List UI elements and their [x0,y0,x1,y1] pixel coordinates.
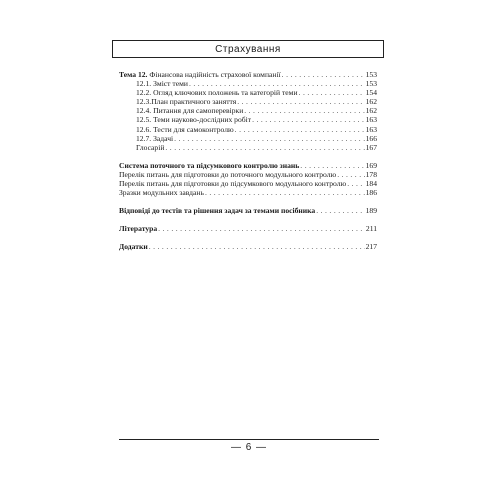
toc-entry-label: Перелік питань для підготовки до поточного модульного контролю [119,169,337,179]
dot-leader [165,143,364,152]
dot-leader [347,179,364,188]
running-header [112,40,384,58]
table-of-contents [119,70,377,252]
toc-entry[interactable] [119,106,377,115]
toc-entry[interactable] [119,188,377,197]
toc-entry[interactable] [119,134,377,143]
toc-page-number: 162 [365,97,377,107]
toc-entry[interactable] [119,143,377,152]
toc-entry-label: Зразки модульних завдань [119,188,204,198]
toc-section-title: Література [119,224,158,234]
toc-entry[interactable] [119,179,377,188]
dot-leader [316,206,364,215]
dot-leader [244,106,364,115]
dot-leader [282,70,365,79]
page-number: — 6 — [230,442,268,453]
toc-entry-label: 12.1. Зміст теми [136,79,188,89]
toc-entry-label: 12.6. Тести для самоконтролю [136,124,234,134]
toc-entry[interactable] [119,115,377,124]
toc-entry-control-system[interactable] [119,161,377,170]
dot-leader [252,115,365,124]
toc-page-number: 163 [365,124,377,134]
toc-entry-label: 12.4. Питання для самоперевірки [136,106,244,116]
toc-entry[interactable] [119,125,377,134]
toc-page-number: 153 [365,70,377,79]
dot-leader [205,188,365,197]
toc-entry-appendix[interactable] [119,242,377,251]
dot-leader [158,224,365,233]
toc-entry[interactable] [119,97,377,106]
toc-page-number: 153 [365,79,377,89]
toc-page-number: 189 [365,206,377,216]
toc-entry-literature[interactable] [119,224,377,233]
toc-entry-topic-12[interactable] [119,70,377,79]
toc-page-number: 166 [365,133,377,143]
toc-page-number: 211 [365,224,377,234]
toc-page-number: 167 [365,142,377,152]
toc-section-title: Відповіді до тестів та рішення задач за темами посібника [119,206,316,216]
toc-page-number: 178 [365,169,377,179]
toc-page-number: 162 [365,106,377,116]
toc-topic-title: Фінансова надійність страхової компанії [147,70,281,79]
dot-leader [149,242,365,251]
toc-entry-label: 12.3.План практичного заняття [136,97,237,107]
toc-section-title: Система поточного та підсумкового контролю знань [119,160,300,170]
toc-page-number: 163 [365,115,377,125]
dot-leader [299,88,365,97]
dot-leader [174,134,364,143]
toc-topic-label: Тема 12. [119,70,148,79]
dot-leader [237,97,364,106]
running-header-title: Страхування [215,43,281,55]
toc-entry-label: 12.5. Теми науково-дослідних робіт [136,115,252,125]
toc-page-number: 154 [365,88,377,98]
toc-entry-label: Глосарій [136,142,165,152]
dot-leader [235,125,365,134]
toc-entry-answers[interactable] [119,206,377,215]
toc-page-number: 169 [365,160,377,170]
toc-page-number: 184 [365,179,377,189]
toc-entry-label: Перелік питань для підготовки до підсумкового модульного контролю [119,179,347,189]
toc-section-title: Додатки [119,242,148,252]
toc-page-number: 217 [365,242,377,252]
toc-entry[interactable] [119,88,377,97]
toc-page-number: 186 [365,188,377,198]
toc-entry-label: 12.2. Огляд ключових положень та категорій теми [136,88,298,98]
dot-leader [189,79,365,88]
dot-leader [337,170,364,179]
footer-divider [119,439,379,440]
toc-entry-label: 12.7. Задачі [136,133,174,143]
dot-leader [300,161,364,170]
toc-entry[interactable] [119,79,377,88]
toc-entry[interactable] [119,170,377,179]
